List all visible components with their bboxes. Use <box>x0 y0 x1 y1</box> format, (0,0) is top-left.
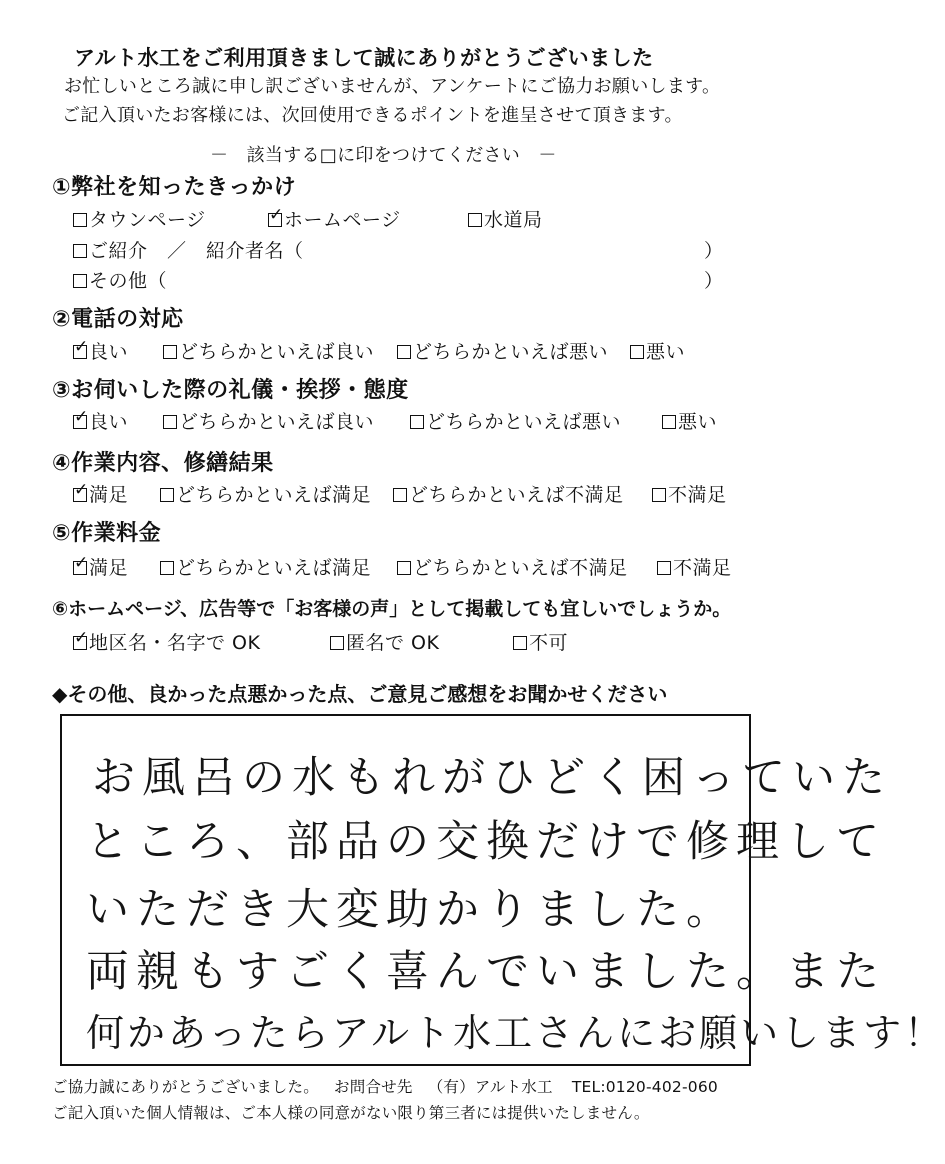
footer-contact-line <box>52 1075 718 1097</box>
q1-option-waterworks[interactable]: 水道局 <box>468 205 543 232</box>
footer-company: （有）アルト水工 <box>427 1078 553 1096</box>
q5-option-somewhat-satisfied[interactable]: どちらかといえば満足 <box>160 553 371 580</box>
q2-option-somewhat-bad[interactable]: どちらかといえば悪い <box>397 337 608 364</box>
checkbox[interactable] <box>160 488 174 502</box>
checkbox-checked[interactable] <box>73 415 87 429</box>
handwritten-line-4: 両親もすごく喜んでいました。また <box>86 947 886 997</box>
checkbox[interactable] <box>657 561 671 575</box>
handwritten-line-2: ところ、部品の交換だけで修理して <box>86 817 886 867</box>
handwritten-line-5: 何かあったらアルト水工さんにお願いします！ <box>86 1011 945 1055</box>
q1-other-close: ） <box>704 270 724 292</box>
q2-option-bad[interactable]: 悪い <box>630 337 685 364</box>
points-text: ご記入頂いたお客様には、次回使用できるポイントを進呈させて頂きます。 <box>62 105 683 126</box>
checkbox-checked[interactable] <box>73 488 87 502</box>
checkbox[interactable] <box>330 636 344 650</box>
instruction-text: － 該当する□に印をつけてください － <box>210 145 557 166</box>
q5-option-unsatisfied[interactable]: 不満足 <box>657 553 732 580</box>
q1-option-referral[interactable]: ご紹介 ／ 紹介者名（ <box>73 236 304 263</box>
checkbox-checked[interactable] <box>73 561 87 575</box>
checkbox[interactable] <box>662 415 676 429</box>
checkbox[interactable] <box>397 345 411 359</box>
handwritten-line-3: いただき大変助かりました。 <box>86 885 736 935</box>
footer-tel: TEL:0120-402-060 <box>571 1078 718 1096</box>
checkbox[interactable] <box>160 561 174 575</box>
form-title: アルト水工をご利用頂きまして誠にありがとうございました <box>74 46 654 70</box>
comments-title: ◆その他、良かった点悪かった点、ご意見ご感想をお聞かせください <box>52 682 668 706</box>
q4-option-somewhat-satisfied[interactable]: どちらかといえば満足 <box>160 480 371 507</box>
checkbox-checked[interactable] <box>73 636 87 650</box>
q2-option-good[interactable]: ✓良い <box>73 337 128 364</box>
checkbox[interactable] <box>163 345 177 359</box>
checkbox[interactable] <box>397 561 411 575</box>
q4-option-somewhat-unsatisfied[interactable]: どちらかといえば不満足 <box>393 480 624 507</box>
q3-option-somewhat-bad[interactable]: どちらかといえば悪い <box>410 407 621 434</box>
checkbox[interactable] <box>393 488 407 502</box>
q1-title: ①弊社を知ったきっかけ <box>52 175 297 200</box>
checkbox[interactable] <box>513 636 527 650</box>
q3-option-bad[interactable]: 悪い <box>662 407 717 434</box>
checkbox-checked[interactable] <box>73 345 87 359</box>
q3-option-somewhat-good[interactable]: どちらかといえば良い <box>163 407 374 434</box>
q6-title: ⑥ホームページ、広告等で「お客様の声」として掲載しても宜しいでしょうか。 <box>52 598 732 620</box>
checkbox[interactable] <box>73 274 87 288</box>
q6-option-name-ok[interactable]: ✓地区名・名字で OK <box>73 628 260 655</box>
q1-option-homepage[interactable]: ✓ ホームページ <box>268 205 401 232</box>
q6-option-not-allowed[interactable]: 不可 <box>513 628 568 655</box>
footer-thanks: ご協力誠にありがとうございました。 <box>52 1078 319 1096</box>
checkbox-checked[interactable] <box>268 213 282 227</box>
q2-title: ②電話の対応 <box>52 307 184 332</box>
q1-option-townpage[interactable]: タウンページ <box>73 205 206 232</box>
checkbox[interactable] <box>73 244 87 258</box>
handwritten-line-1: お風呂の水もれがひどく困っていた <box>92 753 892 803</box>
q1-option-other[interactable]: その他（ <box>73 266 167 293</box>
checkbox[interactable] <box>652 488 666 502</box>
checkbox[interactable] <box>468 213 482 227</box>
q4-option-satisfied[interactable]: ✓満足 <box>73 480 128 507</box>
q2-option-somewhat-good[interactable]: どちらかといえば良い <box>163 337 374 364</box>
q4-option-unsatisfied[interactable]: 不満足 <box>652 480 727 507</box>
q3-option-good[interactable]: ✓良い <box>73 407 128 434</box>
footer-privacy: ご記入頂いた個人情報は、ご本人様の同意がない限り第三者には提供いたしません。 <box>52 1104 650 1122</box>
q4-title: ④作業内容、修繕結果 <box>52 451 274 476</box>
footer-contact-label: お問合せ先 <box>334 1078 413 1096</box>
checkbox[interactable] <box>630 345 644 359</box>
q5-option-satisfied[interactable]: ✓満足 <box>73 553 128 580</box>
q6-option-anonymous-ok[interactable]: 匿名で OK <box>330 628 439 655</box>
q3-title: ③お伺いした際の礼儀・挨拶・態度 <box>52 378 409 403</box>
request-text: お忙しいところ誠に申し訳ございませんが、アンケートにご協力お願いします。 <box>64 76 721 97</box>
q1-referral-close: ） <box>704 240 724 262</box>
checkbox[interactable] <box>163 415 177 429</box>
checkbox[interactable] <box>73 213 87 227</box>
checkbox[interactable] <box>410 415 424 429</box>
q5-option-somewhat-unsatisfied[interactable]: どちらかといえば不満足 <box>397 553 628 580</box>
q5-title: ⑤作業料金 <box>52 521 162 546</box>
